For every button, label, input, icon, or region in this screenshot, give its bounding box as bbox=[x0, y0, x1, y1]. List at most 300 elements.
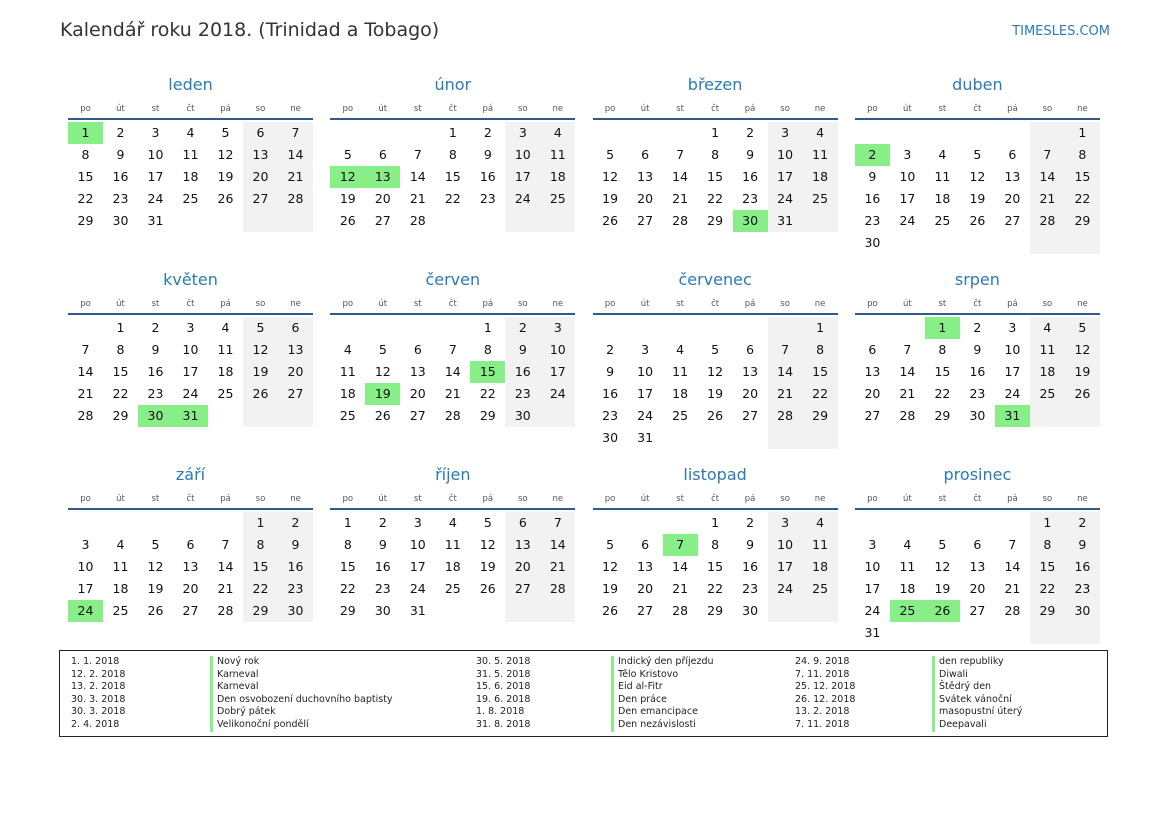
holiday-date-column bbox=[795, 656, 855, 732]
day-cell: 7 bbox=[448, 342, 457, 357]
weekday-label: so bbox=[255, 299, 266, 309]
day-cell: 28 bbox=[540, 578, 575, 600]
day-cell: 15 bbox=[803, 361, 838, 383]
day-cell: 11 bbox=[899, 559, 916, 574]
day-cell: 24 bbox=[1004, 386, 1021, 401]
month-calendar bbox=[68, 269, 313, 464]
day-cell: 27 bbox=[637, 603, 654, 618]
holiday-name: Tělo Kristovo bbox=[618, 668, 679, 680]
weekday-label: pá bbox=[220, 494, 231, 504]
days-grid bbox=[855, 512, 1100, 644]
holiday-date: 7. 11. 2018 bbox=[795, 668, 850, 680]
day-cell: 24 bbox=[637, 408, 654, 423]
holiday-date: 31. 5. 2018 bbox=[476, 668, 531, 680]
weekday-label: so bbox=[517, 299, 528, 309]
day-cell: 29 bbox=[1030, 600, 1065, 622]
day-cell: 6 bbox=[243, 122, 278, 144]
holiday-day-cell: 12 bbox=[330, 166, 365, 188]
day-cell: 12 bbox=[602, 169, 619, 184]
day-cell: 28 bbox=[444, 408, 461, 423]
weekday-label: út bbox=[116, 104, 125, 114]
weekday-label: čt bbox=[186, 104, 195, 114]
day-cell: 14 bbox=[540, 534, 575, 556]
empty-day-cell bbox=[768, 427, 803, 449]
day-cell: 13 bbox=[505, 534, 540, 556]
holiday-name-column bbox=[611, 656, 714, 732]
empty-day-cell bbox=[1030, 405, 1065, 427]
days-grid bbox=[330, 317, 575, 427]
weekday-label: pá bbox=[1007, 494, 1018, 504]
holiday-name: den republiky bbox=[939, 656, 1004, 667]
day-cell: 20 bbox=[637, 191, 654, 206]
day-cell: 24 bbox=[768, 188, 803, 210]
empty-day-cell bbox=[890, 622, 925, 644]
day-cell: 19 bbox=[969, 191, 986, 206]
weekday-label: st bbox=[151, 494, 160, 504]
day-cell: 22 bbox=[707, 581, 724, 596]
day-cell: 12 bbox=[374, 364, 391, 379]
holiday-name: Indický den příjezdu bbox=[618, 656, 714, 667]
empty-day-cell bbox=[628, 512, 663, 534]
day-cell: 22 bbox=[243, 578, 278, 600]
weekday-label: út bbox=[903, 299, 912, 309]
day-cell: 25 bbox=[339, 408, 356, 423]
empty-day-cell bbox=[103, 512, 138, 534]
day-cell: 17 bbox=[540, 361, 575, 383]
day-cell: 10 bbox=[768, 534, 803, 556]
day-cell: 4 bbox=[221, 320, 230, 335]
day-cell: 2 bbox=[483, 125, 492, 140]
month-calendar bbox=[855, 464, 1100, 659]
day-cell: 18 bbox=[182, 169, 199, 184]
empty-day-cell bbox=[960, 622, 995, 644]
day-cell: 8 bbox=[243, 534, 278, 556]
day-cell: 4 bbox=[186, 125, 195, 140]
day-cell: 17 bbox=[864, 581, 881, 596]
day-cell: 17 bbox=[505, 166, 540, 188]
day-cell: 4 bbox=[448, 515, 457, 530]
holiday-date-column bbox=[71, 656, 125, 732]
day-cell: 27 bbox=[864, 408, 881, 423]
day-cell: 13 bbox=[864, 364, 881, 379]
day-cell: 8 bbox=[803, 339, 838, 361]
day-cell: 16 bbox=[374, 559, 391, 574]
weekday-label: so bbox=[255, 494, 266, 504]
empty-day-cell bbox=[470, 210, 505, 232]
day-cell: 26 bbox=[374, 408, 391, 423]
day-cell: 2 bbox=[973, 320, 982, 335]
day-cell: 21 bbox=[409, 191, 426, 206]
day-cell: 8 bbox=[343, 537, 352, 552]
day-cell: 6 bbox=[973, 537, 982, 552]
day-cell: 2 bbox=[1065, 512, 1100, 534]
weekday-label: čt bbox=[973, 494, 982, 504]
weekday-label: po bbox=[80, 299, 91, 309]
day-cell: 23 bbox=[602, 408, 619, 423]
day-cell: 15 bbox=[1030, 556, 1065, 578]
empty-day-cell bbox=[243, 405, 278, 427]
days-grid bbox=[68, 317, 313, 427]
holiday-day-cell: 2 bbox=[855, 144, 890, 166]
day-cell: 23 bbox=[479, 191, 496, 206]
day-cell: 29 bbox=[707, 213, 724, 228]
weekday-label: ne bbox=[290, 494, 301, 504]
day-cell: 19 bbox=[243, 361, 278, 383]
day-cell: 15 bbox=[243, 556, 278, 578]
weekday-label: ne bbox=[1077, 104, 1088, 114]
month-name: prosinec bbox=[943, 465, 1012, 484]
day-cell: 10 bbox=[505, 144, 540, 166]
day-cell: 6 bbox=[868, 342, 877, 357]
weekday-label: ne bbox=[1077, 494, 1088, 504]
day-cell: 1 bbox=[116, 320, 125, 335]
day-cell: 1 bbox=[343, 515, 352, 530]
day-cell: 8 bbox=[1065, 144, 1100, 166]
holiday-date: 1. 1. 2018 bbox=[71, 656, 120, 667]
day-cell: 8 bbox=[1030, 534, 1065, 556]
empty-day-cell bbox=[663, 512, 698, 534]
weekday-label: pá bbox=[1007, 299, 1018, 309]
holiday-date: 26. 12. 2018 bbox=[795, 693, 856, 705]
holiday-name: Diwali bbox=[939, 668, 968, 680]
empty-day-cell bbox=[505, 210, 540, 232]
weekday-label: ne bbox=[290, 104, 301, 114]
calendar-grid bbox=[68, 74, 1100, 659]
day-cell: 15 bbox=[112, 364, 129, 379]
day-cell: 3 bbox=[186, 320, 195, 335]
day-cell: 25 bbox=[444, 581, 461, 596]
empty-day-cell bbox=[663, 317, 698, 339]
weekday-label: čt bbox=[711, 299, 720, 309]
day-cell: 29 bbox=[934, 408, 951, 423]
day-cell: 15 bbox=[339, 559, 356, 574]
empty-day-cell bbox=[960, 512, 995, 534]
day-cell: 2 bbox=[151, 320, 160, 335]
day-cell: 14 bbox=[444, 364, 461, 379]
day-cell: 1 bbox=[243, 512, 278, 534]
holiday-date: 31. 8. 2018 bbox=[476, 718, 531, 730]
day-cell: 29 bbox=[803, 405, 838, 427]
weekday-label: čt bbox=[711, 494, 720, 504]
holiday-day-cell: 31 bbox=[173, 405, 208, 427]
weekday-header bbox=[330, 100, 575, 120]
day-cell: 11 bbox=[1030, 339, 1065, 361]
weekday-label: út bbox=[378, 299, 388, 309]
day-cell: 19 bbox=[339, 191, 356, 206]
day-cell: 5 bbox=[243, 317, 278, 339]
day-cell: 3 bbox=[413, 515, 422, 530]
weekday-header bbox=[855, 100, 1100, 120]
weekday-label: so bbox=[255, 104, 266, 114]
day-cell: 22 bbox=[1030, 578, 1065, 600]
empty-day-cell bbox=[435, 600, 470, 622]
holiday-date: 30. 3. 2018 bbox=[71, 693, 126, 705]
day-cell: 15 bbox=[444, 169, 461, 184]
day-cell: 4 bbox=[676, 342, 685, 357]
day-cell: 6 bbox=[746, 342, 755, 357]
day-cell: 5 bbox=[378, 342, 387, 357]
day-cell: 22 bbox=[934, 386, 951, 401]
day-cell: 23 bbox=[742, 191, 759, 206]
empty-day-cell bbox=[243, 210, 278, 232]
empty-day-cell bbox=[925, 622, 960, 644]
day-cell: 1 bbox=[448, 125, 457, 140]
day-cell: 28 bbox=[672, 213, 689, 228]
month-calendar bbox=[593, 269, 838, 464]
day-cell: 9 bbox=[483, 147, 492, 162]
weekday-label: čt bbox=[448, 104, 457, 114]
day-cell: 5 bbox=[483, 515, 492, 530]
day-cell: 16 bbox=[479, 169, 496, 184]
holiday-day-cell: 30 bbox=[138, 405, 173, 427]
empty-day-cell bbox=[330, 317, 365, 339]
empty-day-cell bbox=[68, 317, 103, 339]
day-cell: 23 bbox=[969, 386, 986, 401]
day-cell: 31 bbox=[768, 210, 803, 232]
day-cell: 11 bbox=[112, 559, 129, 574]
weekday-label: so bbox=[1042, 494, 1053, 504]
weekday-header bbox=[68, 490, 313, 510]
empty-day-cell bbox=[663, 427, 698, 449]
month-calendar bbox=[855, 74, 1100, 269]
month-calendar bbox=[330, 464, 575, 659]
holiday-name: Eid al-Fitr bbox=[618, 681, 663, 693]
weekday-header bbox=[855, 295, 1100, 315]
day-cell: 3 bbox=[505, 122, 540, 144]
weekday-label: so bbox=[780, 299, 790, 309]
day-cell: 29 bbox=[339, 603, 356, 618]
day-cell: 26 bbox=[339, 213, 356, 228]
empty-day-cell bbox=[890, 512, 925, 534]
day-cell: 12 bbox=[243, 339, 278, 361]
holiday-date: 13. 2. 2018 bbox=[795, 706, 850, 718]
days-grid bbox=[593, 122, 838, 232]
holiday-name: Dobrý pátek bbox=[217, 706, 276, 718]
weekday-label: ne bbox=[290, 299, 301, 309]
day-cell: 30 bbox=[112, 213, 129, 228]
month-name: červen bbox=[425, 270, 481, 289]
weekday-label: st bbox=[413, 494, 422, 504]
day-cell: 25 bbox=[672, 408, 689, 423]
weekday-label: pá bbox=[220, 104, 231, 114]
day-cell: 7 bbox=[278, 122, 313, 144]
day-cell: 7 bbox=[676, 147, 685, 162]
weekday-label: so bbox=[780, 104, 790, 114]
day-cell: 18 bbox=[444, 559, 461, 574]
empty-day-cell bbox=[663, 122, 698, 144]
month-calendar bbox=[330, 269, 575, 464]
holiday-name: Den nezávislosti bbox=[618, 718, 696, 730]
day-cell: 3 bbox=[768, 512, 803, 534]
weekday-label: st bbox=[676, 104, 684, 114]
day-cell: 1 bbox=[1065, 122, 1100, 144]
day-cell: 2 bbox=[746, 125, 755, 140]
day-cell: 10 bbox=[899, 169, 916, 184]
empty-day-cell bbox=[330, 122, 365, 144]
days-grid bbox=[68, 122, 313, 232]
day-cell: 7 bbox=[1030, 144, 1065, 166]
day-cell: 10 bbox=[768, 144, 803, 166]
day-cell: 9 bbox=[868, 169, 877, 184]
day-cell: 19 bbox=[934, 581, 951, 596]
empty-day-cell bbox=[995, 622, 1030, 644]
days-grid bbox=[330, 512, 575, 622]
weekday-label: čt bbox=[973, 299, 982, 309]
day-cell: 9 bbox=[973, 342, 982, 357]
day-cell: 12 bbox=[217, 147, 234, 162]
day-cell: 23 bbox=[374, 581, 391, 596]
month-name: říjen bbox=[435, 465, 471, 484]
weekday-label: po bbox=[604, 494, 616, 504]
weekday-label: so bbox=[517, 494, 528, 504]
weekday-label: pá bbox=[482, 494, 494, 504]
day-cell: 28 bbox=[77, 408, 94, 423]
day-cell: 26 bbox=[707, 408, 724, 423]
day-cell: 22 bbox=[707, 191, 724, 206]
day-cell: 12 bbox=[479, 537, 496, 552]
day-cell: 20 bbox=[182, 581, 199, 596]
day-cell: 11 bbox=[803, 144, 838, 166]
day-cell: 27 bbox=[742, 408, 759, 423]
month-name: březen bbox=[687, 75, 743, 94]
empty-day-cell bbox=[505, 600, 540, 622]
day-cell: 9 bbox=[278, 534, 313, 556]
day-cell: 27 bbox=[637, 213, 654, 228]
day-cell: 17 bbox=[768, 556, 803, 578]
empty-day-cell bbox=[925, 232, 960, 254]
day-cell: 27 bbox=[374, 213, 391, 228]
day-cell: 14 bbox=[768, 361, 803, 383]
day-cell: 3 bbox=[1008, 320, 1017, 335]
day-cell: 7 bbox=[413, 147, 422, 162]
empty-day-cell bbox=[278, 405, 313, 427]
weekday-label: čt bbox=[186, 494, 195, 504]
day-cell: 16 bbox=[742, 169, 759, 184]
day-cell: 20 bbox=[969, 581, 986, 596]
weekday-label: čt bbox=[448, 494, 457, 504]
weekday-label: so bbox=[517, 104, 528, 114]
day-cell: 5 bbox=[221, 125, 230, 140]
day-cell: 24 bbox=[409, 581, 426, 596]
day-cell: 9 bbox=[151, 342, 160, 357]
day-cell: 9 bbox=[116, 147, 125, 162]
day-cell: 23 bbox=[147, 386, 164, 401]
weekday-label: st bbox=[151, 104, 160, 114]
holiday-name: Karneval bbox=[217, 681, 259, 693]
day-cell: 10 bbox=[409, 537, 426, 552]
day-cell: 16 bbox=[602, 386, 619, 401]
day-cell: 29 bbox=[479, 408, 496, 423]
day-cell: 19 bbox=[479, 559, 496, 574]
day-cell: 3 bbox=[903, 147, 912, 162]
weekday-label: pá bbox=[1007, 104, 1018, 114]
day-cell: 21 bbox=[1030, 188, 1065, 210]
day-cell: 15 bbox=[707, 169, 724, 184]
weekday-label: st bbox=[938, 104, 947, 114]
day-cell: 1 bbox=[711, 515, 720, 530]
day-cell: 13 bbox=[969, 559, 986, 574]
day-cell: 12 bbox=[707, 364, 724, 379]
day-cell: 30 bbox=[1065, 600, 1100, 622]
weekday-label: út bbox=[903, 494, 912, 504]
day-cell: 25 bbox=[803, 188, 838, 210]
holiday-date: 2. 4. 2018 bbox=[71, 718, 120, 730]
day-cell: 21 bbox=[217, 581, 234, 596]
empty-day-cell bbox=[890, 122, 925, 144]
day-cell: 20 bbox=[374, 191, 391, 206]
day-cell: 23 bbox=[112, 191, 129, 206]
day-cell: 29 bbox=[77, 213, 94, 228]
empty-day-cell bbox=[803, 210, 838, 232]
day-cell: 20 bbox=[243, 166, 278, 188]
day-cell: 18 bbox=[934, 191, 951, 206]
day-cell: 29 bbox=[1065, 210, 1100, 232]
day-cell: 18 bbox=[339, 386, 356, 401]
weekday-label: so bbox=[780, 494, 790, 504]
weekday-label: ne bbox=[814, 299, 826, 309]
day-cell: 14 bbox=[1030, 166, 1065, 188]
day-cell: 10 bbox=[147, 147, 164, 162]
day-cell: 21 bbox=[77, 386, 94, 401]
day-cell: 17 bbox=[637, 386, 654, 401]
day-cell: 30 bbox=[374, 603, 391, 618]
empty-day-cell bbox=[435, 317, 470, 339]
day-cell: 7 bbox=[540, 512, 575, 534]
day-cell: 18 bbox=[803, 166, 838, 188]
day-cell: 22 bbox=[803, 383, 838, 405]
day-cell: 29 bbox=[243, 600, 278, 622]
day-cell: 6 bbox=[641, 537, 650, 552]
holiday-name: Den emancipace bbox=[618, 706, 698, 718]
weekday-label: ne bbox=[814, 104, 826, 114]
day-cell: 5 bbox=[606, 147, 615, 162]
month-name: červenec bbox=[678, 270, 752, 289]
weekday-header bbox=[593, 295, 838, 315]
empty-day-cell bbox=[435, 210, 470, 232]
site-link[interactable]: TIMESLES.COM bbox=[1012, 24, 1110, 39]
holiday-date: 15. 6. 2018 bbox=[476, 681, 531, 693]
day-cell: 28 bbox=[217, 603, 234, 618]
day-cell: 13 bbox=[1004, 169, 1021, 184]
empty-day-cell bbox=[470, 600, 505, 622]
day-cell: 18 bbox=[899, 581, 916, 596]
day-cell: 31 bbox=[147, 213, 164, 228]
day-cell: 18 bbox=[672, 386, 689, 401]
day-cell: 9 bbox=[378, 537, 387, 552]
day-cell: 6 bbox=[278, 317, 313, 339]
day-cell: 6 bbox=[378, 147, 387, 162]
weekday-label: po bbox=[867, 494, 878, 504]
day-cell: 20 bbox=[409, 386, 426, 401]
month-calendar bbox=[593, 464, 838, 659]
day-cell: 11 bbox=[803, 534, 838, 556]
holiday-date-column bbox=[476, 656, 530, 732]
day-cell: 8 bbox=[116, 342, 125, 357]
day-cell: 26 bbox=[217, 191, 234, 206]
empty-day-cell bbox=[1030, 232, 1065, 254]
holiday-day-cell: 15 bbox=[470, 361, 505, 383]
holiday-name: Karneval bbox=[217, 668, 259, 680]
empty-day-cell bbox=[1030, 122, 1065, 144]
day-cell: 30 bbox=[864, 235, 881, 250]
day-cell: 5 bbox=[938, 537, 947, 552]
empty-day-cell bbox=[995, 122, 1030, 144]
day-cell: 1 bbox=[711, 125, 720, 140]
day-cell: 9 bbox=[746, 147, 755, 162]
month-calendar bbox=[68, 464, 313, 659]
holiday-date: 13. 2. 2018 bbox=[71, 681, 126, 693]
empty-day-cell bbox=[173, 512, 208, 534]
